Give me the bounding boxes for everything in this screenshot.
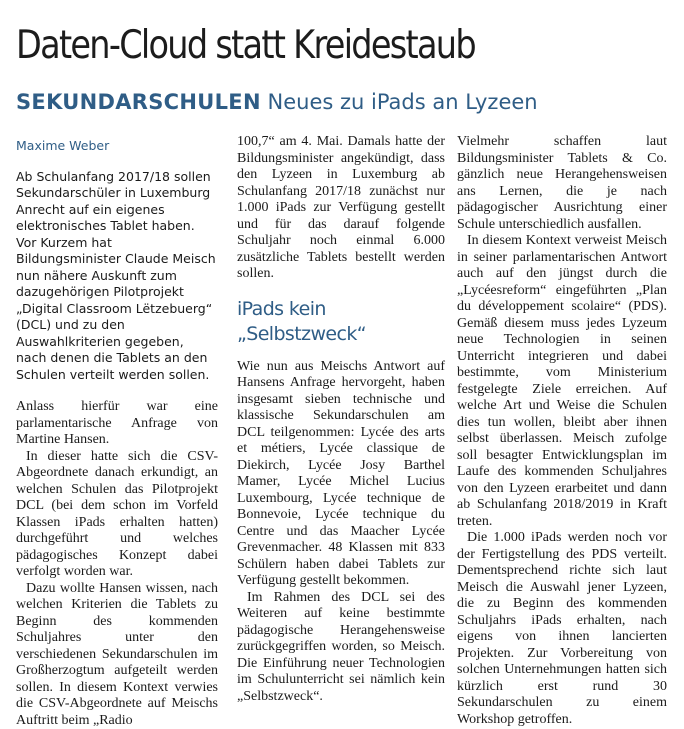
paragraph: Wie nun aus Meischs Antwort auf Hansens Anfrage hervorgeht, haben insgesamt sieben technische und klassische Sekundarschulen am DCL teilgenommen: Lycée des arts et métiers, Lycée classique de Diekirch, Lycée Josy Barthel Mamer, Lycée Michel Lucius Luxembourg, Lycée technique de Bonnevoie, Lycée technique du Centre und das Maacher Lycée Grevenmacher. 48 Klassen mit 833 Schülern haben dabei Tablets zur Verfügung gestellt bekommen.	[237, 359, 445, 590]
paragraph: In dieser hatte sich die CSV-Abgeordnete danach erkundigt, an welchen Schulen das Pilotprojekt DCL (bei dem schon im Vorfeld Klassen iPads erhalten hatten) durchgeführt und welches pädagogisches Konzept dabei verfolgt worden war.	[16, 449, 218, 581]
column-1	[16, 138, 218, 729]
subheading: iPads kein „Selbstzweck“	[237, 297, 445, 347]
paragraph: Vielmehr schaffen laut Bildungsminister Tablets & Co. gänzlich neue Herangehensweisen ans Lernen, die je nach pädagogischer Ausrichtung einer Schule unterschiedlich ausfallen.	[457, 134, 667, 233]
headline: Daten-Cloud statt Kreidestaub	[16, 20, 475, 72]
paragraph: In diesem Kontext verweist Meisch in seiner parlamentarischen Antwort auch auf den jüngst durch die „Lycéesreform“ eingeführten „Plan du développement scolaire“ (PDS). Gemäß diesem muss jedes Lyzeum neue Technologien in seinen Unterricht integrieren und dabei bestimmte, vom Ministerium festgelegte Ziele erreichen. Auf welche Art und Weise die Schulen dies tun wollen, bleibt aber ihnen selbst überlassen. Meisch zufolge soll besagter Entwicklungsplan im Laufe des kommenden Schuljahres von den Lyzeen erarbeitet und dann ab Schulanfang 2018/2019 in Kraft treten.	[457, 233, 667, 530]
paragraph: 100,7“ am 4. Mai. Damals hatte der Bildungsminister angekündigt, dass den Lyzeen in Luxemburg ab Schulanfang 2017/18 zunächst nur 1.000 iPads zur Verfügung gestellt und für das darauf folgende Schuljahr noch einmal 6.000 zusätzliche Tablets bestellt werden sollen.	[237, 134, 445, 283]
column-3	[457, 134, 667, 728]
kicker-text: Neues zu iPads an Lyzeen	[268, 90, 538, 114]
author-byline: Maxime Weber	[16, 138, 218, 155]
lead-paragraph: Ab Schulanfang 2017/18 sollen Sekundarschüler in Luxemburg Anrecht auf ein eigenes elektronisches Tablet haben. Vor Kurzem hat Bildungsminister Claude Meisch nun nähere Auskunft zum dazugehörigen Pilotprojekt „Digital Classroom Lëtzebuerg“ (DCL) und zu den Auswahlkriterien gegeben, nach denen die Tablets an den Schulen verteilt werden sollen.	[16, 169, 218, 384]
paragraph: Im Rahmen des DCL sei des Weiteren auf keine bestimmte pädagogische Herangehensweise zurückgegriffen worden, so Meisch. Die Einführung neuer Technologien im Schulunterricht sei nämlich kein „Selbstzweck“.	[237, 590, 445, 706]
paragraph: Dazu wollte Hansen wissen, nach welchen Kriterien die Tablets zu Beginn des kommenden Schuljahres unter den verschiedenen Sekundarschulen im Großherzogtum aufgeteilt werden sollen. In diesem Kontext verwies die CSV-Abgeordnete auf Meischs Auftritt beim „Radio	[16, 581, 218, 729]
kicker	[16, 88, 538, 116]
paragraph: Die 1.000 iPads werden noch vor der Fertigstellung des PDS verteilt. Dementsprechend richte sich laut Meisch die Auswahl jener Lyzeen, die zu Beginn des kommenden Schuljahrs iPads erhalten, nach eigens von ihnen lancierten Projekten. Zur Vorbereitung von solchen Unternehmungen hatten sich kürzlich erst rund 30 Sekundarschulen zu einem Workshop getroffen.	[457, 530, 667, 728]
paragraph: Anlass hierfür war eine parlamentarische Anfrage von Martine Hansen.	[16, 399, 218, 449]
kicker-label: SEKUNDARSCHULEN	[16, 90, 261, 114]
column-2	[237, 134, 445, 705]
